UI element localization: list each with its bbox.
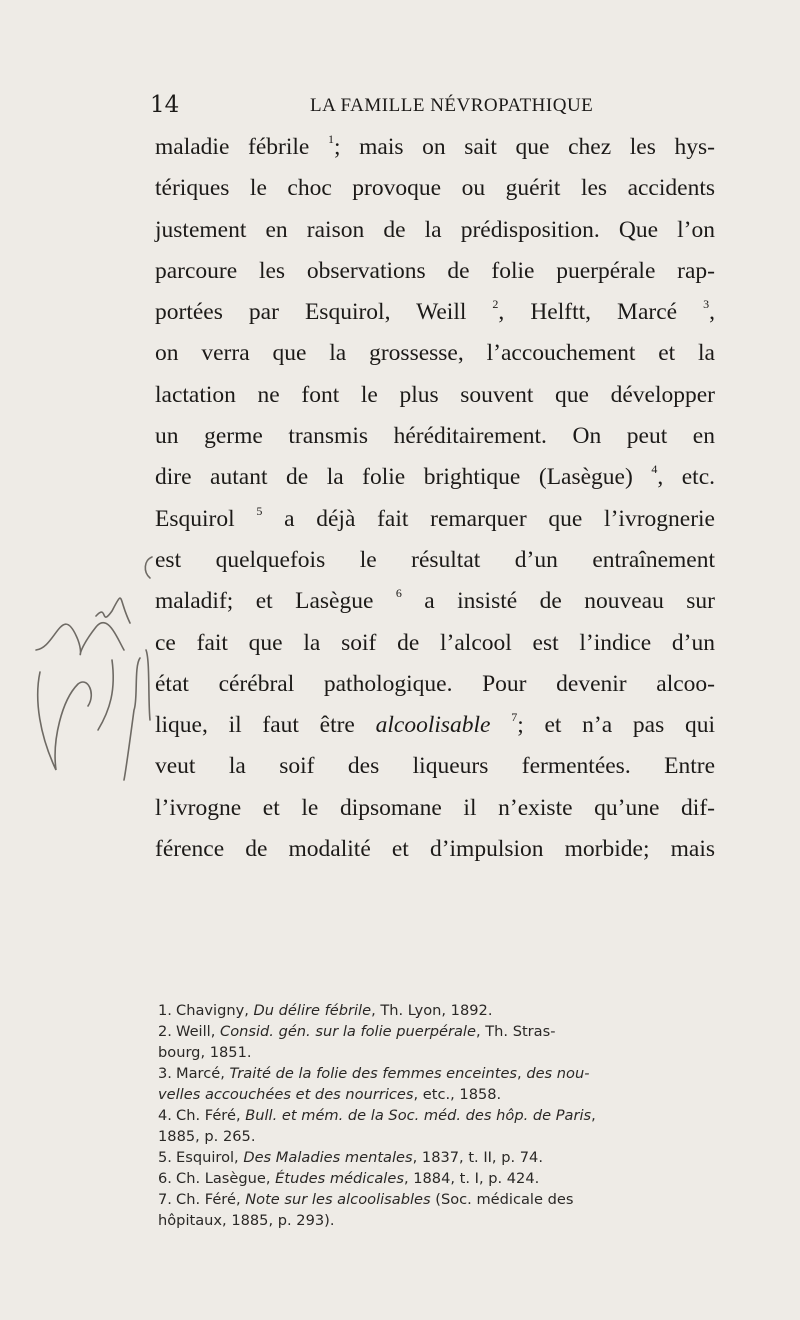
footnote-number: 6. xyxy=(158,1170,172,1187)
text-run: (Soc. médicale des xyxy=(430,1191,574,1208)
text-run: ; et n’a pas qui xyxy=(517,712,715,739)
text-run: veut la soif des liqueurs fermentées. Entre xyxy=(155,753,715,780)
text-run: , etc., 1858. xyxy=(413,1086,502,1103)
text-run: maladif; et Lasègue xyxy=(155,588,396,615)
footnote-ref: 6 xyxy=(395,586,402,601)
text-run: portées par Esquirol, Weill xyxy=(155,299,493,326)
text-run: férence de modalité et d’impulsion morbide; mais xyxy=(155,836,715,863)
text-run: , 1837, t. II, p. 74. xyxy=(412,1149,543,1166)
text-run: on verra que la grossesse, l’accouchement et la xyxy=(155,340,715,367)
footnote-ref: 5 xyxy=(256,503,263,518)
text-run: maladie fébrile xyxy=(155,134,328,160)
pencil-scrawl-d xyxy=(98,660,113,730)
italic-title: Des Maladies mentales xyxy=(243,1149,413,1166)
text-run: tériques le choc provoque ou guérit les accidents xyxy=(155,175,715,202)
footnote-ref: 3 xyxy=(703,297,710,312)
text-run: , 1884, t. I, p. 424. xyxy=(403,1170,540,1187)
text-run: un germe transmis héréditairement. On peut en xyxy=(155,423,715,450)
text-run: bourg, 1851. xyxy=(158,1044,252,1061)
text-run: Chavigny, xyxy=(176,1002,254,1019)
text-run: a insisté de nouveau sur xyxy=(401,588,715,615)
text-run: Ch. Lasègue, xyxy=(176,1170,276,1187)
text-run: l’ivrogne et le dipsomane il n’existe qu’une dif- xyxy=(155,794,715,821)
pencil-bracket-3 xyxy=(146,650,150,720)
italic-title: Consid. gén. sur la folie puerpérale xyxy=(220,1023,476,1040)
footnote-number: 7. xyxy=(158,1191,172,1208)
footnote-number: 4. xyxy=(158,1107,172,1124)
text-run: lactation ne font le plus souvent que développer xyxy=(155,381,715,408)
italic-title: velles accouchées et des nourrices xyxy=(158,1086,414,1103)
italic-title: des nou- xyxy=(526,1065,590,1082)
footnote-number: 5. xyxy=(158,1149,172,1166)
italic-title: Bull. et mém. de la Soc. méd. des hôp. de Paris xyxy=(245,1107,592,1124)
italic-title: Note sur les alcoolisables xyxy=(245,1191,431,1208)
text-run: lique, il faut être xyxy=(155,712,376,739)
text-run: dire autant de la folie brightique (Lasègue) xyxy=(155,464,652,491)
page-number: 14 xyxy=(150,92,180,118)
text-run: justement en raison de la prédisposition. Que l’on xyxy=(155,216,715,243)
footnote-ref: 7 xyxy=(511,710,518,725)
text-run: , Th. Lyon, 1892. xyxy=(371,1002,493,1019)
text-run: est quelquefois le résultat d’un entraînement xyxy=(155,546,715,573)
italic-title: Du délire fébrile xyxy=(253,1002,372,1019)
text-run: ce fait que la soif de l’alcool est l’indice d’un xyxy=(155,629,715,656)
text-run: a déjà fait remarquer que l’ivrognerie xyxy=(262,505,715,532)
text-run: parcoure les observations de folie puerpérale rap- xyxy=(155,257,715,284)
text-run: ; mais on sait que chez les hys- xyxy=(333,134,715,160)
text-run: , xyxy=(517,1065,527,1082)
pencil-bracket xyxy=(145,557,152,578)
footnote-ref: 1 xyxy=(327,132,334,146)
text-run: Esquirol xyxy=(155,505,257,532)
text-run: Ch. Féré, xyxy=(176,1191,246,1208)
pencil-bracket-2 xyxy=(124,658,140,780)
running-title: LA FAMILLE NÉVROPATHIQUE xyxy=(310,95,594,116)
text-run: Marcé, xyxy=(176,1065,230,1082)
footnote-ref: 2 xyxy=(492,297,499,312)
italic-title: Traité de la folie des femmes enceintes xyxy=(229,1065,518,1082)
footnote-ref: 4 xyxy=(651,462,658,477)
text-run: Weill, xyxy=(176,1023,220,1040)
text-run: , Th. Stras- xyxy=(475,1023,556,1040)
italic-title: Études médicales xyxy=(275,1170,404,1187)
text-run: hôpitaux, 1885, p. 293). xyxy=(158,1212,335,1229)
footnote-number: 1. xyxy=(158,1002,172,1019)
text-run: état cérébral pathologique. Pour devenir alcoo- xyxy=(155,670,715,697)
text-run: , xyxy=(591,1107,596,1124)
text-run: 1885, p. 265. xyxy=(158,1128,256,1145)
italic-title: alcoolisable xyxy=(375,712,491,739)
pencil-scrawl-a xyxy=(96,598,130,623)
footnote-number: 3. xyxy=(158,1065,172,1082)
text-run: , etc. xyxy=(657,464,716,491)
pencil-scrawl-c xyxy=(38,672,92,770)
text-run: , xyxy=(709,299,715,326)
footnote-number: 2. xyxy=(158,1023,172,1040)
text-run: Esquirol, xyxy=(176,1149,244,1166)
pencil-scrawl-b xyxy=(36,623,124,655)
text-run: Ch. Féré, xyxy=(176,1107,246,1124)
text-run: , Helftt, Marcé xyxy=(498,299,704,326)
